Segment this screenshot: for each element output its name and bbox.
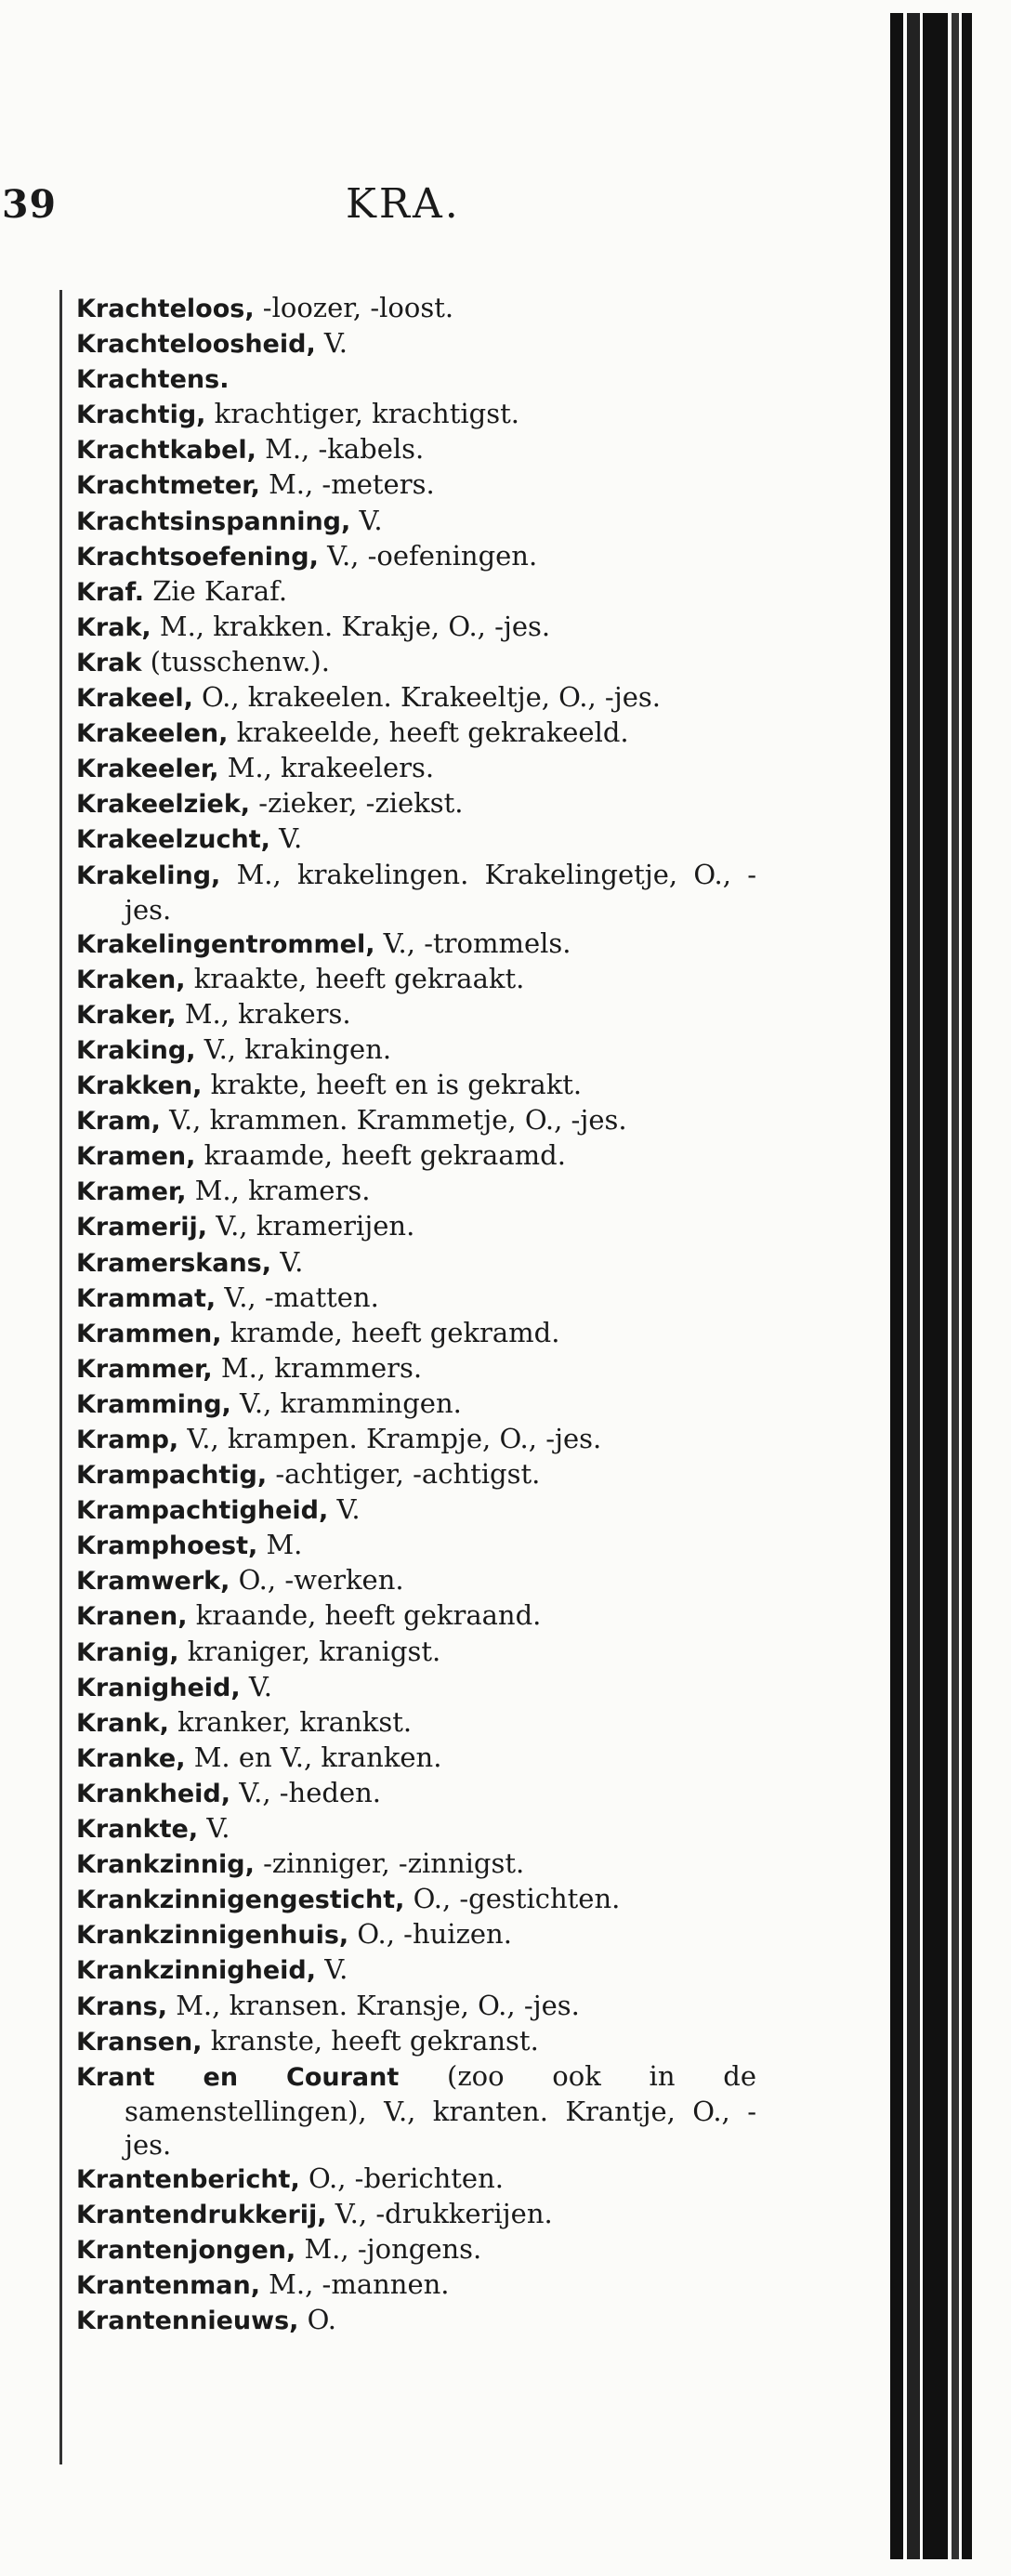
entry-definition: V.: [269, 822, 303, 855]
dictionary-entry: [76, 574, 756, 610]
entry-definition: V., -oefeningen.: [318, 539, 538, 572]
dictionary-entry: [76, 1635, 756, 1670]
entry-definition: O., krakeelen. Krakeeltje, O., -jes.: [192, 681, 661, 714]
dictionary-entry: [76, 1952, 756, 1988]
dictionary-entry: [76, 610, 756, 645]
entry-headword: Krankzinnig,: [76, 1850, 255, 1880]
dictionary-entry: [76, 1103, 756, 1138]
entry-definition: M., krakken. Krakje, O., -jes.: [151, 610, 551, 642]
entry-definition: V.: [316, 1953, 348, 1986]
dictionary-entry: [76, 1138, 756, 1174]
dictionary-entry: [76, 997, 756, 1032]
dictionary-entry: [76, 1741, 756, 1776]
entry-headword: Krachtsoefening,: [76, 542, 319, 572]
dictionary-entry: [76, 1917, 756, 1952]
entry-definition: kranste, heeft gekranst.: [202, 2024, 539, 2057]
dictionary-entry: [76, 1776, 756, 1811]
entry-headword: Kramp,: [76, 1426, 179, 1454]
entry-headword: Krantennieuws,: [76, 2307, 299, 2336]
dictionary-entry: [76, 1457, 756, 1492]
entry-definition: O.: [298, 2304, 336, 2336]
dictionary-entry: [76, 2059, 756, 2162]
entry-headword: Kramphoest,: [76, 1531, 258, 1561]
dictionary-entry: [76, 291, 756, 326]
entry-definition: M., krammers.: [212, 1351, 423, 1384]
dictionary-entry: [76, 858, 756, 927]
entry-headword: Krammen,: [76, 1319, 222, 1348]
dictionary-entry: [76, 1705, 756, 1741]
page-number: 39: [2, 182, 58, 227]
entry-definition: M., -meters.: [259, 468, 435, 501]
entry-headword: Kramerij,: [76, 1213, 207, 1242]
entry-headword: Krankheid,: [76, 1779, 231, 1808]
entry-definition: V.: [315, 327, 348, 360]
entry-headword: Kransen,: [76, 2027, 203, 2057]
dictionary-entry: [76, 2197, 756, 2232]
entry-definition: kraamde, heeft gekraamd.: [195, 1139, 566, 1172]
entry-headword: Krankzinnigengesticht,: [76, 1886, 405, 1915]
dictionary-entry: [76, 1882, 756, 1917]
entry-definition: O., -huizen.: [348, 1918, 512, 1951]
entry-definition: krakeelde, heeft gekrakeeld.: [228, 716, 629, 749]
entry-definition: V.: [240, 1670, 272, 1702]
entry-definition: V., -trommels.: [374, 927, 571, 959]
dictionary-entry: [76, 2162, 756, 2197]
entry-definition: -achtiger, -achtigst.: [267, 1458, 541, 1491]
dictionary-entry: [76, 927, 756, 962]
dictionary-entry: [76, 1245, 756, 1281]
dictionary-entry: [76, 786, 756, 821]
entry-definition: V.: [198, 1812, 230, 1845]
entry-definition: V., krampen. Krampje, O., -jes.: [178, 1423, 602, 1454]
entry-definition: M., -jongens.: [295, 2233, 482, 2266]
entry-headword: Krakken,: [76, 1071, 203, 1101]
dictionary-entry: [76, 1847, 756, 1882]
entry-headword: Kranigheid,: [76, 1673, 241, 1702]
dictionary-entry: [76, 1989, 756, 2024]
entry-headword: Krachteloos,: [76, 295, 255, 323]
entry-headword: Krammer,: [76, 1354, 213, 1384]
entry-headword: Krakelingentrommel,: [76, 929, 375, 959]
entry-headword: Krak,: [76, 612, 151, 642]
entry-definition: M.: [257, 1529, 303, 1561]
entry-definition: V.: [350, 504, 383, 536]
entry-definition: V.: [271, 1245, 304, 1278]
entry-headword: Krantenjongen,: [76, 2236, 296, 2266]
entry-headword: Kramen,: [76, 1142, 196, 1172]
entry-definition: kraande, heeft gekraand.: [187, 1599, 542, 1632]
entry-definition: M., -mannen.: [259, 2268, 450, 2301]
entry-definition: (zoo ook in de samenstellingen), V., kranten. Krantje, O., -jes.: [125, 2059, 756, 2161]
entry-headword: Krakeelen,: [76, 719, 229, 749]
page-header: KRA.: [346, 180, 461, 228]
entry-headword: Kranke,: [76, 1743, 186, 1773]
entry-definition: O., -berichten.: [299, 2162, 504, 2194]
entry-headword: Kranen,: [76, 1602, 188, 1632]
dictionary-entry: [76, 1563, 756, 1598]
entry-headword: Krakeel,: [76, 684, 193, 714]
entry-definition: V., krammen. Krammetje, O., -jes.: [160, 1104, 627, 1137]
entry-definition: kraakte, heeft gekraakt.: [185, 962, 525, 994]
entry-definition: V., -matten.: [216, 1281, 379, 1313]
dictionary-entry: [76, 1174, 756, 1209]
dictionary-entry: [76, 680, 756, 716]
dictionary-entry: [76, 1492, 756, 1528]
entry-headword: Kram,: [76, 1107, 161, 1137]
entry-definition: -zieker, -ziekst.: [250, 787, 464, 820]
entry-headword: Kramming,: [76, 1389, 231, 1419]
entry-headword: Krachtmeter,: [76, 471, 260, 501]
entry-definition: kranker, krankst.: [168, 1705, 413, 1738]
dictionary-entry: [76, 397, 756, 432]
entry-definition: M., krakers.: [176, 997, 351, 1030]
dictionary-entry: [76, 821, 756, 857]
dictionary-entry: [76, 1811, 756, 1847]
dictionary-entry: [76, 467, 756, 503]
entry-headword: Krantenbericht,: [76, 2164, 300, 2194]
entry-definition: V., -heden.: [230, 1776, 382, 1808]
dictionary-entry: [76, 1422, 756, 1457]
entry-headword: Krachteloosheid,: [76, 330, 316, 360]
dictionary-entry: [76, 2232, 756, 2267]
entry-headword: Krakeling,: [76, 861, 221, 890]
entry-definition: V.: [328, 1493, 361, 1526]
entry-headword: Krant en Courant: [76, 2062, 400, 2092]
entry-headword: Kraken,: [76, 965, 186, 994]
entry-definition: M., kransen. Kransje, O., -jes.: [167, 1989, 580, 2021]
entry-headword: Krachtkabel,: [76, 436, 256, 466]
entry-definition: O., -gestichten.: [404, 1883, 621, 1915]
dictionary-entry: [76, 1351, 756, 1387]
dictionary-entry: [76, 1670, 756, 1705]
entry-headword: Krank,: [76, 1708, 169, 1738]
entry-definition: M., -kabels.: [256, 433, 425, 466]
entry-definition: V., -drukkerijen.: [326, 2198, 553, 2230]
entry-headword: Krachtig,: [76, 401, 206, 430]
dictionary-entry: [76, 1528, 756, 1563]
entry-definition: O., -werken.: [230, 1564, 404, 1597]
dictionary-entry: [76, 2024, 756, 2059]
dictionary-entries: [76, 291, 756, 2338]
entry-headword: Krak: [76, 648, 142, 677]
entry-definition: kraniger, kranigst.: [178, 1635, 441, 1667]
dictionary-entry: [76, 1316, 756, 1351]
entry-headword: Krankte,: [76, 1815, 199, 1845]
dictionary-entry: [76, 1281, 756, 1316]
dictionary-entry: [76, 645, 756, 680]
dictionary-entry: [76, 2267, 756, 2303]
entry-headword: Krachtsinspanning,: [76, 506, 351, 536]
entry-headword: Krantenman,: [76, 2271, 260, 2301]
entry-headword: Kramer,: [76, 1177, 187, 1207]
entry-definition: M. en V., kranken.: [185, 1741, 442, 1773]
entry-definition: -loozer, -loost.: [254, 292, 454, 323]
dictionary-entry: [76, 432, 756, 467]
dictionary-entry: [76, 751, 756, 786]
entry-definition: M., krakelingen. Krakelingetje, O., -jes.: [125, 858, 756, 926]
entry-headword: Krampachtig,: [76, 1461, 268, 1491]
dictionary-entry: [76, 2303, 756, 2338]
entry-headword: Krampachtigheid,: [76, 1496, 329, 1526]
margin-rule: [59, 290, 62, 2464]
entry-headword: Kraker,: [76, 1000, 177, 1030]
dictionary-entry: [76, 539, 756, 574]
dictionary-entry: [76, 361, 756, 397]
entry-definition: -zinniger, -zinnigst.: [254, 1847, 525, 1880]
entry-headword: Krakeelzucht,: [76, 825, 270, 855]
entry-headword: Krakeelziek,: [76, 790, 251, 820]
entry-headword: Krankzinnigenhuis,: [76, 1921, 349, 1951]
entry-headword: Kranig,: [76, 1637, 179, 1667]
entry-headword: Kraf.: [76, 577, 144, 607]
dictionary-entry: [76, 716, 756, 751]
dictionary-entry: [76, 962, 756, 997]
dictionary-entry: [76, 1598, 756, 1634]
entry-definition: krachtiger, krachtigst.: [205, 398, 519, 430]
dictionary-entry: [76, 1387, 756, 1422]
entry-definition: (tusschenw.).: [141, 645, 330, 677]
entry-headword: Kramerskans,: [76, 1248, 272, 1278]
entry-definition: V., krakingen.: [195, 1032, 392, 1065]
dictionary-entry: [76, 1068, 756, 1103]
entry-headword: Kraking,: [76, 1035, 196, 1065]
dictionary-entry: [76, 326, 756, 361]
entry-definition: V., krammingen.: [230, 1387, 462, 1419]
entry-headword: Krantendrukkerij,: [76, 2201, 327, 2230]
entry-definition: kramde, heeft gekramd.: [221, 1316, 560, 1348]
dictionary-entry: [76, 1209, 756, 1244]
entry-headword: Krachtens.: [76, 365, 230, 395]
entry-definition: M., krakeelers.: [218, 752, 435, 784]
binding-edge: [890, 13, 972, 2559]
entry-headword: Krankzinnigheid,: [76, 1956, 317, 1986]
entry-headword: Kramwerk,: [76, 1567, 230, 1597]
entry-headword: Krans,: [76, 1991, 168, 2021]
entry-headword: Krammat,: [76, 1283, 217, 1313]
entry-definition: V., kramerijen.: [207, 1210, 415, 1242]
entry-definition: M., kramers.: [186, 1175, 371, 1207]
entry-headword: Krakeeler,: [76, 755, 219, 784]
dictionary-entry: [76, 504, 756, 539]
dictionary-entry: [76, 1032, 756, 1068]
entry-definition: krakte, heeft en is gekrakt.: [202, 1069, 583, 1101]
entry-definition: Zie Karaf.: [143, 574, 288, 607]
